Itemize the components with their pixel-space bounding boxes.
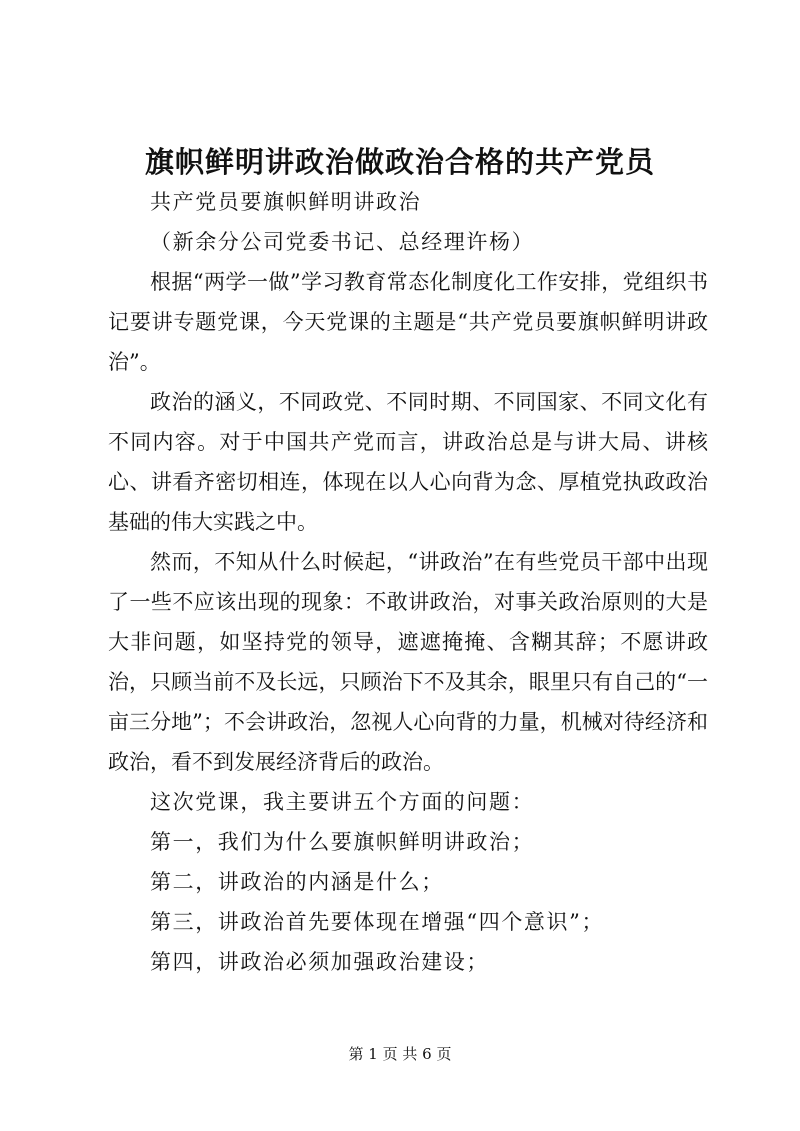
document-body xyxy=(108,182,708,982)
document-title: 旗帜鲜明讲政治做政治合格的共产党员 xyxy=(144,145,655,179)
body-paragraph: 政治的涵义，不同政党、不同时期、不同国家、不同文化有不同内容。对于中国共产党而言，讲政治总是与讲大局、讲核心、讲看齐密切相连，体现在以人心向背为念、厚植党执政政治基础的伟大实践之中。 xyxy=(108,390,708,534)
subtitle-paragraph: 共产党员要旗帜鲜明讲政治 xyxy=(150,190,422,214)
author-paragraph: （新余分公司党委书记、总经理许杨） xyxy=(150,230,535,254)
body-paragraph: 这次党课，我主要讲五个方面的问题： xyxy=(150,790,535,814)
list-item: 第二，讲政治的内涵是什么； xyxy=(150,870,444,894)
page-footer: 第 1 页 共 6 页 xyxy=(348,1045,452,1063)
list-item: 第四，讲政治必须加强政治建设； xyxy=(150,950,489,974)
list-item: 第三，讲政治首先要体现在增强“四个意识”； xyxy=(150,910,605,934)
list-item: 第一，我们为什么要旗帜鲜明讲政治； xyxy=(150,830,535,854)
body-paragraph: 然而，不知从什么时候起，“讲政治”在有些党员干部中出现了一些不应该出现的现象：不敢讲政治，对事关政治原则的大是大非问题，如坚持党的领导，遮遮掩掩、含糊其辞；不愿讲政治，只顾当前不及长远，只顾治下不及其余，眼里只有自己的“一亩三分地”；不会讲政治，忽视人心向背的力量，机械对待经济和政治，看不到发展经济背后的政治。 xyxy=(108,550,708,774)
body-paragraph: 根据“两学一做”学习教育常态化制度化工作安排，党组织书记要讲专题党课，今天党课的主题是“共产党员要旗帜鲜明讲政治”。 xyxy=(108,270,708,374)
